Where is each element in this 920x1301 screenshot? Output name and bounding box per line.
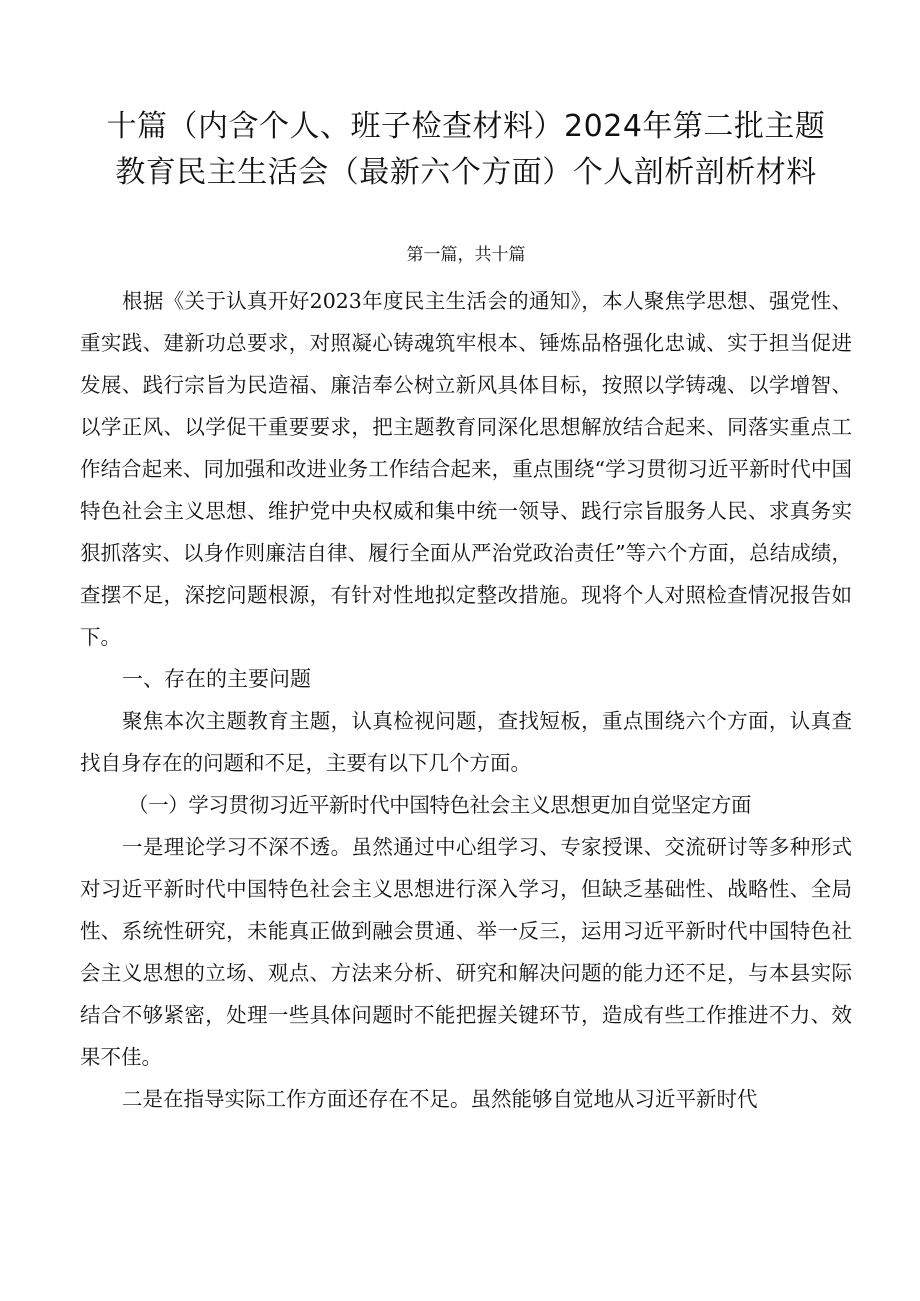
section-paragraph-1: 聚焦本次主题教育主题，认真检视问题，查找短板，重点围绕六个方面，认真查找自身存在的问题和不足，主要有以下几个方面。 — [80, 709, 852, 775]
intro-paragraph: 根据《关于认真开好2023年度民主生活会的通知》，本人聚焦学思想、强党性、重实践、建新功总要求，对照凝心铸魂筑牢根本、锤炼品格强化忠诚、实于担当促进发展、践行宗旨为民造福、廉洁奉公树立新风具体目标，按照以学铸魂、以学增智、以学正风、以学促干重要要求，把主题教育同深化思想解放结合起来、同落实重点工作结合起来、同加强和改进业务工作结合起来，重点围绕“学习贯彻习近平新时代中国特色社会主义思想、维护党中央权威和集中统一领导、践行宗旨服务人民、求真务实狠抓落实、以身作则廉洁自律、履行全面从严治党政治责任”等六个方面，总结成绩，查摆不足，深挖问题根源，有针对性地拟定整改措施。现将个人对照检查情况报告如下。 — [80, 289, 852, 649]
section-heading-1: 一、存在的主要问题 — [122, 667, 311, 691]
subsection-heading-1: （一）学习贯彻习近平新时代中国特色社会主义思想更加自觉坚定方面 — [128, 793, 752, 817]
subsection-paragraph-1: 一是理论学习不深不透。虽然通过中心组学习、专家授课、交流研讨等多种形式对习近平新时代中国特色社会主义思想进行深入学习，但缺乏基础性、战略性、全局性、系统性研究，未能真正做到融会贯通、举一反三，运用习近平新时代中国特色社会主义思想的立场、观点、方法来分析、研究和解决问题的能力还不足，与本县实际结合不够紧密，处理一些具体问题时不能把握关键环节，造成有些工作推进不力、效果不佳。 — [80, 835, 852, 1069]
title-line-2: 教育民主生活会（最新六个方面）个人剖析剖析材料 — [115, 155, 817, 190]
document-subtitle: 第一篇，共十篇 — [406, 245, 526, 265]
title-line-1: 十篇（内含个人、班子检查材料）2024年第二批主题 — [106, 109, 826, 144]
subsection-paragraph-2: 二是在指导实际工作方面还存在不足。虽然能够自觉地从习近平新时代 — [122, 1087, 758, 1111]
document-title — [80, 104, 852, 196]
